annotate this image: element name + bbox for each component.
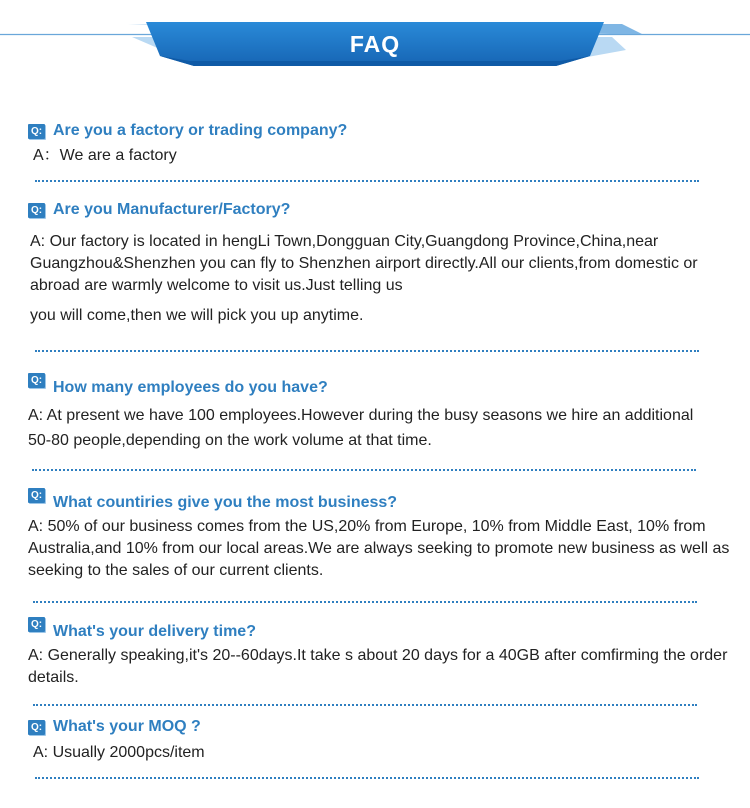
faq-question-6	[28, 718, 201, 736]
q-badge-icon: Q:	[28, 720, 45, 735]
answer-text: you will come,then we will pick you up anytime.	[30, 307, 364, 324]
dotted-divider	[33, 704, 697, 706]
answer-text: A: At present we have 100 employees.However during the busy seasons we hire an additional 50-80 people,depending on the work volume at that time.	[28, 407, 694, 449]
answer-text: A: Our factory is located in hengLi Town,Dongguan City,Guangdong Province,China,near Guangzhou&Shenzhen you can fly to Shenzhen airport directly.All our clients,from domestic or abroad are warmly welcome to visit us.Just telling us	[30, 233, 698, 294]
faq-question-4	[28, 490, 398, 512]
answer-text: A: Usually 2000pcs/item	[33, 744, 205, 761]
question-text: What's your delivery time?	[53, 623, 256, 640]
faq-question-1	[28, 122, 347, 140]
dotted-divider	[35, 777, 699, 779]
question-text: What countiries give you the most business?	[53, 494, 398, 511]
dotted-divider	[32, 469, 696, 471]
faq-answer-2	[30, 231, 742, 327]
q-badge-icon: Q:	[28, 488, 45, 503]
faq-answer-1	[33, 145, 713, 167]
question-text: How many employees do you have?	[53, 379, 328, 396]
faq-answer-4	[28, 516, 732, 582]
dotted-divider	[35, 180, 699, 182]
question-text: Are you Manufacturer/Factory?	[53, 201, 291, 218]
faq-question-2	[28, 201, 290, 219]
answer-text: A: 50% of our business comes from the US,20% from Europe, 10% from Middle East, 10% from Australia,and 10% from our local areas.We are always seeking to promote new business as well as seeking to the sales of our current clients.	[28, 518, 730, 579]
faq-answer-6	[33, 742, 713, 764]
page-title: FAQ	[349, 31, 401, 57]
faq-question-3	[28, 375, 328, 397]
faq-question-5	[28, 619, 256, 641]
q-badge-icon: Q:	[28, 124, 45, 139]
faq-answer-5	[28, 645, 728, 689]
question-text: What's your MOQ ?	[53, 718, 201, 735]
q-badge-icon: Q:	[28, 617, 45, 632]
dotted-divider	[33, 601, 697, 603]
q-badge-icon: Q:	[28, 203, 45, 218]
answer-text: A: Generally speaking,it's 20--60days.It take s about 20 days for a 40GB after comfirming the order details.	[28, 647, 728, 686]
faq-answer-3	[28, 403, 718, 453]
q-badge-icon: Q:	[28, 373, 45, 388]
question-text: Are you a factory or trading company?	[53, 122, 348, 139]
answer-text: A：We are a factory	[33, 147, 177, 164]
dotted-divider	[35, 350, 699, 352]
